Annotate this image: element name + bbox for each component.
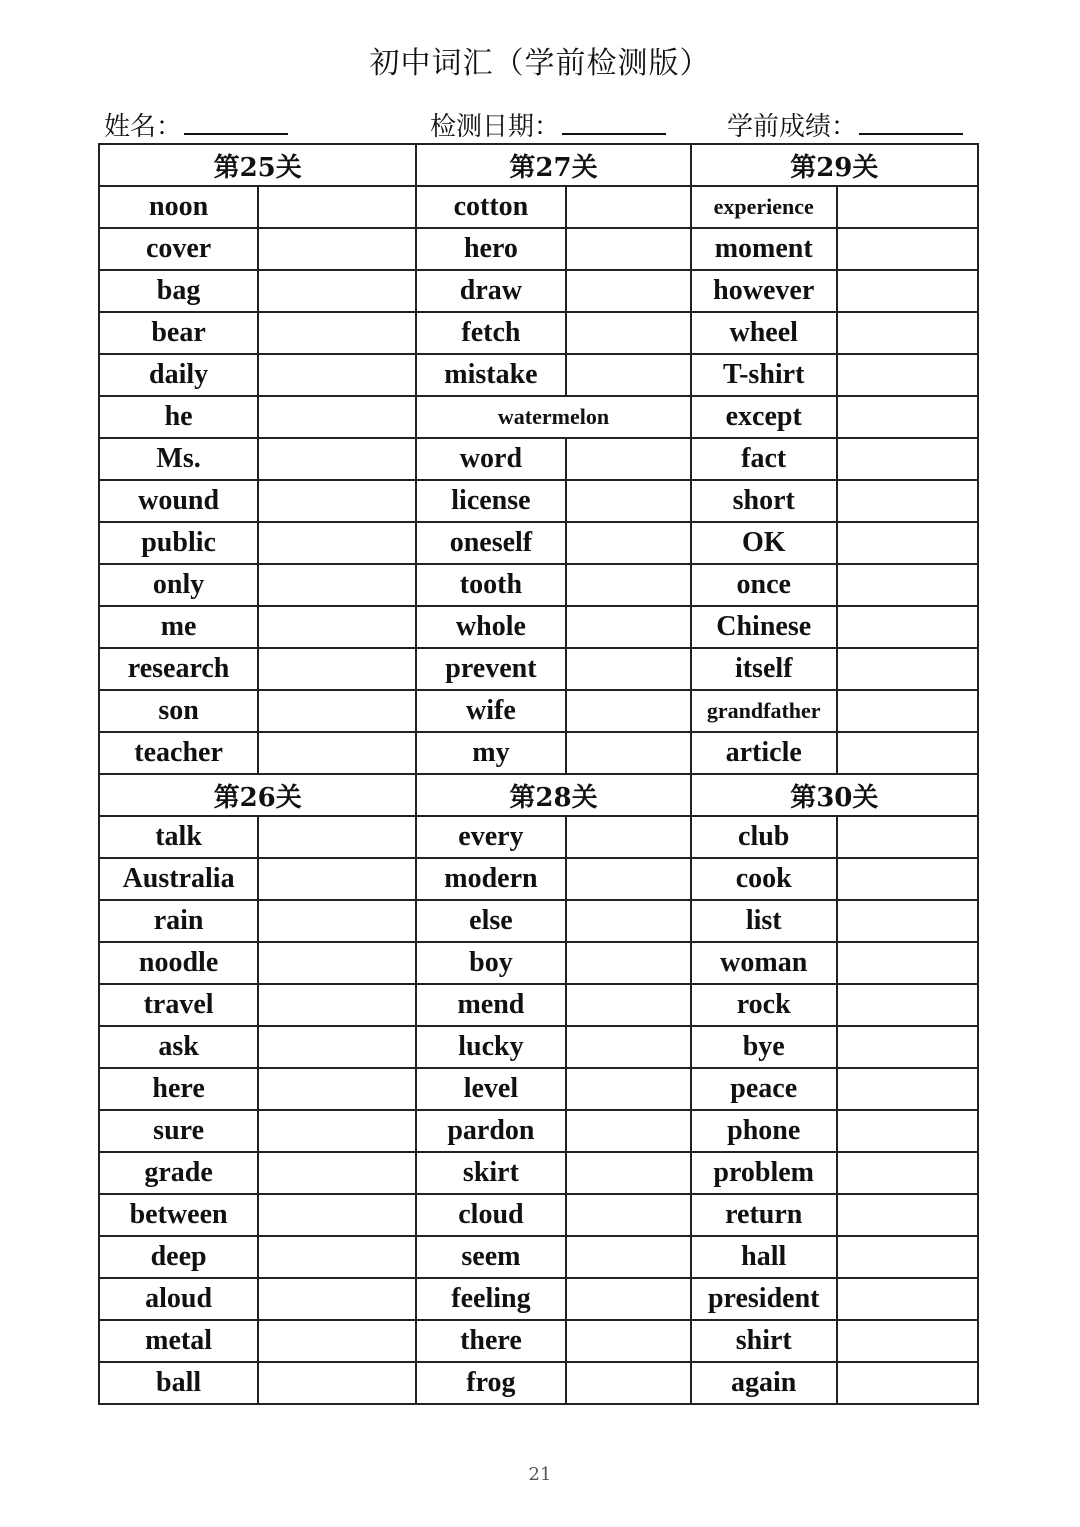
- word-cell: bye: [691, 1026, 837, 1068]
- word-cell: phone: [691, 1110, 837, 1152]
- word-cell: Chinese: [691, 606, 837, 648]
- answer-cell[interactable]: [837, 480, 978, 522]
- word-cell: bag: [99, 270, 258, 312]
- table-row: [99, 942, 978, 984]
- answer-cell[interactable]: [837, 522, 978, 564]
- answer-cell[interactable]: [837, 1362, 978, 1404]
- table-row: [99, 1110, 978, 1152]
- answer-cell[interactable]: [837, 1320, 978, 1362]
- answer-cell[interactable]: [566, 564, 691, 606]
- answer-cell[interactable]: [837, 984, 978, 1026]
- answer-cell[interactable]: [837, 1236, 978, 1278]
- word-cell: me: [99, 606, 258, 648]
- word-cell: oneself: [416, 522, 565, 564]
- word-cell: return: [691, 1194, 837, 1236]
- answer-cell[interactable]: [258, 858, 416, 900]
- table-row: [99, 186, 978, 228]
- word-cell: article: [691, 732, 837, 774]
- word-cell: hall: [691, 1236, 837, 1278]
- word-cell: skirt: [416, 1152, 565, 1194]
- word-cell: except: [691, 396, 837, 438]
- page-number: 21: [528, 1464, 552, 1485]
- table-row: [99, 1152, 978, 1194]
- answer-cell[interactable]: [566, 942, 691, 984]
- answer-cell[interactable]: [258, 690, 416, 732]
- answer-cell[interactable]: [566, 900, 691, 942]
- level-header: 第30关: [691, 774, 978, 816]
- word-cell: draw: [416, 270, 565, 312]
- answer-cell[interactable]: [837, 1278, 978, 1320]
- answer-cell[interactable]: [258, 1068, 416, 1110]
- date-field: [430, 106, 666, 143]
- page-title: 初中词汇（学前检测版）: [369, 46, 711, 81]
- name-field: [104, 106, 288, 143]
- word-cell: deep: [99, 1236, 258, 1278]
- word-cell: cotton: [416, 186, 565, 228]
- level-header-row: [99, 144, 978, 186]
- answer-cell[interactable]: [258, 1026, 416, 1068]
- answer-cell[interactable]: [837, 396, 978, 438]
- word-cell: sure: [99, 1110, 258, 1152]
- name-blank[interactable]: [184, 109, 288, 135]
- answer-cell[interactable]: [566, 1110, 691, 1152]
- answer-cell[interactable]: [258, 228, 416, 270]
- word-cell: peace: [691, 1068, 837, 1110]
- word-cell: boy: [416, 942, 565, 984]
- word-cell: there: [416, 1320, 565, 1362]
- answer-cell[interactable]: [258, 312, 416, 354]
- answer-cell[interactable]: [837, 606, 978, 648]
- word-cell: OK: [691, 522, 837, 564]
- answer-cell[interactable]: [837, 690, 978, 732]
- table-row: [99, 690, 978, 732]
- table-row: [99, 1320, 978, 1362]
- word-cell: whole: [416, 606, 565, 648]
- table-row: [99, 816, 978, 858]
- vocabulary-table: [98, 143, 979, 1405]
- word-cell: he: [99, 396, 258, 438]
- word-cell: ask: [99, 1026, 258, 1068]
- word-cell: feeling: [416, 1278, 565, 1320]
- word-cell: son: [99, 690, 258, 732]
- table-row: [99, 522, 978, 564]
- answer-cell[interactable]: [566, 1026, 691, 1068]
- answer-cell[interactable]: [566, 1320, 691, 1362]
- word-cell: moment: [691, 228, 837, 270]
- table-row: [99, 354, 978, 396]
- word-cell: every: [416, 816, 565, 858]
- word-cell: hero: [416, 228, 565, 270]
- word-cell: daily: [99, 354, 258, 396]
- word-cell: aloud: [99, 1278, 258, 1320]
- table-row: [99, 312, 978, 354]
- answer-cell[interactable]: [837, 858, 978, 900]
- score-label: 学前成绩：: [727, 112, 858, 142]
- score-field: [727, 106, 963, 143]
- word-cell: short: [691, 480, 837, 522]
- word-cell: once: [691, 564, 837, 606]
- word-cell: cover: [99, 228, 258, 270]
- answer-cell[interactable]: [566, 858, 691, 900]
- answer-cell[interactable]: [258, 522, 416, 564]
- word-cell: rain: [99, 900, 258, 942]
- word-cell: my: [416, 732, 565, 774]
- answer-cell[interactable]: [258, 984, 416, 1026]
- word-cell: level: [416, 1068, 565, 1110]
- word-cell: woman: [691, 942, 837, 984]
- word-cell: however: [691, 270, 837, 312]
- word-cell: mistake: [416, 354, 565, 396]
- word-cell: modern: [416, 858, 565, 900]
- word-cell: noodle: [99, 942, 258, 984]
- answer-cell[interactable]: [258, 648, 416, 690]
- word-cell: cook: [691, 858, 837, 900]
- answer-cell[interactable]: [837, 942, 978, 984]
- answer-cell[interactable]: [258, 1362, 416, 1404]
- answer-cell[interactable]: [837, 648, 978, 690]
- answer-cell[interactable]: [566, 438, 691, 480]
- answer-cell[interactable]: [566, 1362, 691, 1404]
- answer-cell[interactable]: [566, 816, 691, 858]
- word-cell: seem: [416, 1236, 565, 1278]
- answer-cell[interactable]: [258, 480, 416, 522]
- word-cell: lucky: [416, 1026, 565, 1068]
- word-cell: president: [691, 1278, 837, 1320]
- answer-cell[interactable]: [258, 354, 416, 396]
- answer-cell[interactable]: [837, 1152, 978, 1194]
- word-cell: mend: [416, 984, 565, 1026]
- word-cell: T-shirt: [691, 354, 837, 396]
- answer-cell[interactable]: [837, 900, 978, 942]
- table-row: [99, 396, 978, 438]
- word-cell: fact: [691, 438, 837, 480]
- table-row: [99, 270, 978, 312]
- word-cell: research: [99, 648, 258, 690]
- score-blank[interactable]: [859, 109, 963, 135]
- word-cell: problem: [691, 1152, 837, 1194]
- word-cell: travel: [99, 984, 258, 1026]
- date-blank[interactable]: [562, 109, 666, 135]
- name-label: 姓名：: [104, 112, 183, 142]
- word-cell: club: [691, 816, 837, 858]
- answer-cell[interactable]: [258, 1194, 416, 1236]
- answer-cell[interactable]: [837, 1068, 978, 1110]
- answer-cell[interactable]: [258, 186, 416, 228]
- answer-cell[interactable]: [566, 312, 691, 354]
- word-cell: grade: [99, 1152, 258, 1194]
- word-cell: license: [416, 480, 565, 522]
- date-label: 检测日期：: [430, 112, 561, 142]
- word-cell: Australia: [99, 858, 258, 900]
- word-cell: again: [691, 1362, 837, 1404]
- word-cell: here: [99, 1068, 258, 1110]
- answer-cell[interactable]: [566, 228, 691, 270]
- word-cell: experience: [691, 186, 837, 228]
- answer-cell[interactable]: [837, 270, 978, 312]
- answer-cell[interactable]: [566, 984, 691, 1026]
- table-row: [99, 1026, 978, 1068]
- word-cell: wound: [99, 480, 258, 522]
- word-cell: wheel: [691, 312, 837, 354]
- table-row: [99, 858, 978, 900]
- table-row: [99, 228, 978, 270]
- answer-cell[interactable]: [566, 1152, 691, 1194]
- word-cell: only: [99, 564, 258, 606]
- answer-cell[interactable]: [837, 1026, 978, 1068]
- word-cell: bear: [99, 312, 258, 354]
- word-cell: frog: [416, 1362, 565, 1404]
- answer-cell[interactable]: [566, 1194, 691, 1236]
- answer-cell[interactable]: [837, 1110, 978, 1152]
- answer-cell[interactable]: [566, 480, 691, 522]
- answer-cell[interactable]: [837, 564, 978, 606]
- answer-cell[interactable]: [837, 228, 978, 270]
- table-row: [99, 480, 978, 522]
- table-row: [99, 1068, 978, 1110]
- table-row: [99, 732, 978, 774]
- word-cell: metal: [99, 1320, 258, 1362]
- answer-cell[interactable]: [566, 648, 691, 690]
- word-cell: itself: [691, 648, 837, 690]
- answer-cell[interactable]: [566, 606, 691, 648]
- table-row: [99, 564, 978, 606]
- word-cell: fetch: [416, 312, 565, 354]
- answer-cell[interactable]: [837, 438, 978, 480]
- answer-cell[interactable]: [258, 1236, 416, 1278]
- word-cell: Ms.: [99, 438, 258, 480]
- word-cell: else: [416, 900, 565, 942]
- answer-cell[interactable]: [258, 564, 416, 606]
- answer-cell[interactable]: [566, 732, 691, 774]
- answer-cell[interactable]: [258, 270, 416, 312]
- answer-cell[interactable]: [566, 522, 691, 564]
- table-row: [99, 438, 978, 480]
- word-cell: noon: [99, 186, 258, 228]
- answer-cell[interactable]: [258, 900, 416, 942]
- word-cell: between: [99, 1194, 258, 1236]
- word-cell: shirt: [691, 1320, 837, 1362]
- word-cell: tooth: [416, 564, 565, 606]
- word-cell: grandfather: [691, 690, 837, 732]
- answer-cell[interactable]: [258, 396, 416, 438]
- answer-cell[interactable]: [566, 186, 691, 228]
- level-header: 第28关: [416, 774, 690, 816]
- word-cell: watermelon: [416, 396, 690, 438]
- answer-cell[interactable]: [566, 690, 691, 732]
- answer-cell[interactable]: [837, 354, 978, 396]
- word-cell: word: [416, 438, 565, 480]
- table-row: [99, 606, 978, 648]
- table-row: [99, 900, 978, 942]
- word-cell: teacher: [99, 732, 258, 774]
- answer-cell[interactable]: [566, 1236, 691, 1278]
- answer-cell[interactable]: [837, 1194, 978, 1236]
- answer-cell[interactable]: [258, 606, 416, 648]
- level-header-row: [99, 774, 978, 816]
- answer-cell[interactable]: [258, 1320, 416, 1362]
- answer-cell[interactable]: [258, 816, 416, 858]
- answer-cell[interactable]: [258, 1110, 416, 1152]
- answer-cell[interactable]: [566, 354, 691, 396]
- word-cell: list: [691, 900, 837, 942]
- level-header: 第25关: [99, 144, 416, 186]
- word-cell: ball: [99, 1362, 258, 1404]
- table-row: [99, 1236, 978, 1278]
- answer-cell[interactable]: [837, 816, 978, 858]
- table-row: [99, 1194, 978, 1236]
- level-header: 第29关: [691, 144, 978, 186]
- answer-cell[interactable]: [258, 1152, 416, 1194]
- table-row: [99, 984, 978, 1026]
- word-cell: wife: [416, 690, 565, 732]
- answer-cell[interactable]: [258, 942, 416, 984]
- word-cell: cloud: [416, 1194, 565, 1236]
- answer-cell[interactable]: [258, 438, 416, 480]
- table-row: [99, 648, 978, 690]
- answer-cell[interactable]: [566, 1068, 691, 1110]
- word-cell: public: [99, 522, 258, 564]
- answer-cell[interactable]: [566, 1278, 691, 1320]
- table-row: [99, 1362, 978, 1404]
- level-header: 第26关: [99, 774, 416, 816]
- answer-cell[interactable]: [837, 312, 978, 354]
- word-cell: pardon: [416, 1110, 565, 1152]
- answer-cell[interactable]: [258, 1278, 416, 1320]
- level-header: 第27关: [416, 144, 690, 186]
- table-row: [99, 1278, 978, 1320]
- answer-cell[interactable]: [837, 732, 978, 774]
- word-cell: prevent: [416, 648, 565, 690]
- answer-cell[interactable]: [837, 186, 978, 228]
- answer-cell[interactable]: [566, 270, 691, 312]
- word-cell: rock: [691, 984, 837, 1026]
- word-cell: talk: [99, 816, 258, 858]
- answer-cell[interactable]: [258, 732, 416, 774]
